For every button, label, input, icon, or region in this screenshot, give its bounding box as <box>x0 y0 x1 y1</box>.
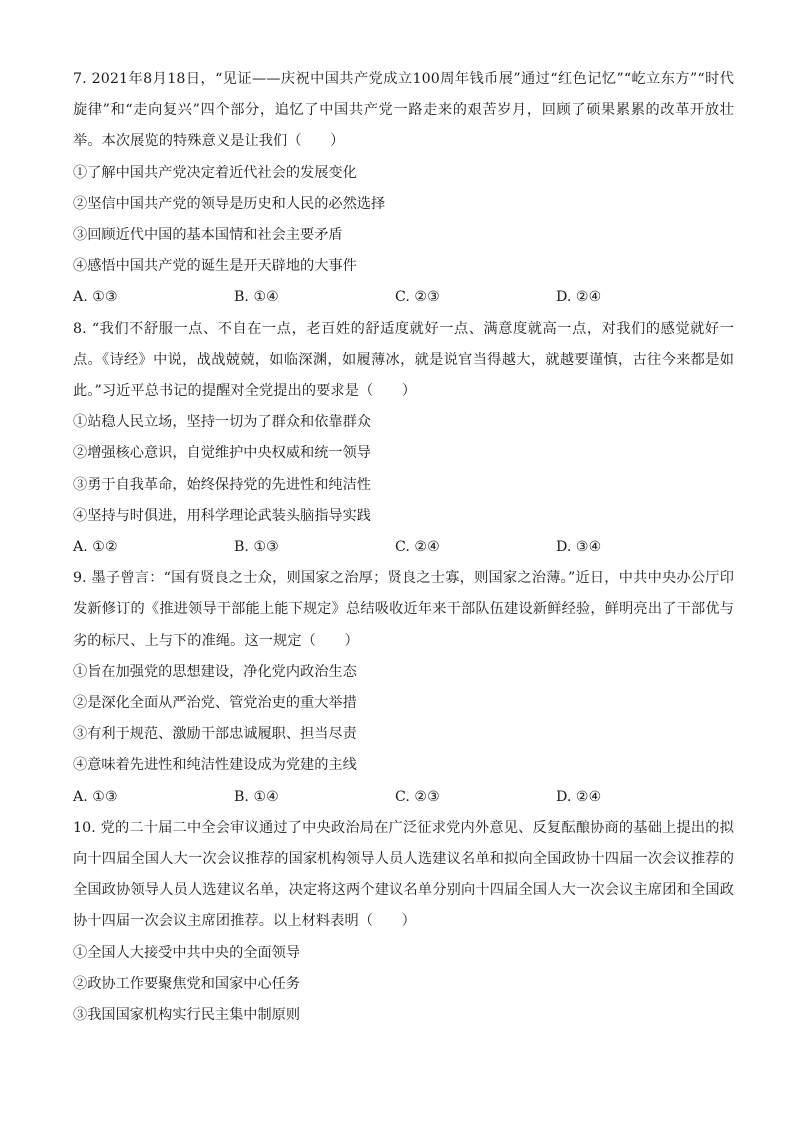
statement-option: ③回顾近代中国的基本国情和社会主要矛盾 <box>73 227 343 244</box>
choice-c[interactable]: C. ②③ <box>395 289 440 306</box>
choice-a[interactable]: A. ①③ <box>73 788 118 805</box>
choice-b[interactable]: B. ①④ <box>234 788 279 805</box>
choice-a[interactable]: A. ①② <box>73 539 118 556</box>
question-9 <box>73 563 734 813</box>
question-stem: 7. 2021年8月18日，“见证——庆祝中国共产党成立100周年钱币展”通过“红色记忆”“屹立东方”“时代旋律”和“走向复兴”四个部分，追忆了中国共产党一路走来的艰苦岁月，回顾了硕果累累的改革开放壮举。本次展览的特殊意义是让我们（ ） <box>73 71 734 150</box>
question-stem: 8. “我们不舒服一点、不自在一点，老百姓的舒适度就好一点、满意度就高一点，对我们的感觉就好一点。《诗经》中说，战战兢兢，如临深渊，如履薄冰，就是说官当得越大，就越要谨慎，古往今来都是如此。”习近平总书记的提醒对全党提出的要求是（ ） <box>73 320 734 400</box>
choice-c[interactable]: C. ②③ <box>395 788 440 805</box>
question-stem: 9. 墨子曾言：“国有贤良之士众，则国家之治厚；贤良之士寡，则国家之治薄。”近日，中共中央办公厅印发新修订的《推进领导干部能上能下规定》总结吸收近年来干部队伍建设新鲜经验，鲜明亮出了干部优与劣的标尺、上与下的准绳。这一规定（ ） <box>73 570 734 649</box>
statement-option: ④坚持与时俱进，用科学理论武装头脑指导实践 <box>73 507 371 524</box>
choice-a[interactable]: A. ①③ <box>73 289 118 306</box>
statement-option: ②增强核心意识，自觉维护中央权威和统一领导 <box>73 445 371 462</box>
question-stem: 10. 党的二十届二中全会审议通过了中央政治局在广泛征求党内外意见、反复酝酿协商的基础上提出的拟向十四届全国人大一次会议推荐的国家机构领导人员人选建议名单和拟向全国政协十四届一次会议推荐的全国政协领导人员人选建议名单，决定将这两个建议名单分别向十四届全国人大一次会议主席团和全国政协十四届一次会议主席团推荐。以上材料表明（ ） <box>73 819 734 930</box>
statement-option: ④意味着先进性和纯洁性建设成为党建的主线 <box>73 757 357 774</box>
answer-choices <box>73 782 734 813</box>
question-7 <box>73 64 734 314</box>
statement-option: ③勇于自我革命，始终保持党的先进性和纯洁性 <box>73 476 371 493</box>
statement-option: ①站稳人民立场，坚持一切为了群众和依靠群众 <box>73 414 371 431</box>
choice-c[interactable]: C. ②④ <box>395 539 440 556</box>
choice-d[interactable]: D. ②④ <box>556 788 602 805</box>
statement-option: ②是深化全面从严治党、管党治吏的重大举措 <box>73 695 357 712</box>
statement-option: ①全国人大接受中共中央的全面领导 <box>73 944 301 961</box>
choice-d[interactable]: D. ③④ <box>556 539 602 556</box>
choice-b[interactable]: B. ①③ <box>234 539 279 556</box>
question-10 <box>73 813 734 1031</box>
statement-option: ③我国国家机构实行民主集中制原则 <box>73 1007 301 1024</box>
statement-option: ②坚信中国共产党的领导是历史和人民的必然选择 <box>73 195 386 212</box>
choice-d[interactable]: D. ②④ <box>556 289 602 306</box>
statement-option: ③有利于规范、激励干部忠诚履职、担当尽责 <box>73 726 357 743</box>
choice-b[interactable]: B. ①④ <box>234 289 279 306</box>
statement-option: ①旨在加强党的思想建设，净化党内政治生态 <box>73 663 357 680</box>
question-8 <box>73 314 734 564</box>
statement-option: ④感悟中国共产党的诞生是开天辟地的大事件 <box>73 258 357 275</box>
answer-choices <box>73 282 734 313</box>
statement-option: ②政协工作要聚焦党和国家中心任务 <box>73 975 301 992</box>
statement-option: ①了解中国共产党决定着近代社会的发展变化 <box>73 164 357 181</box>
answer-choices <box>73 532 734 563</box>
